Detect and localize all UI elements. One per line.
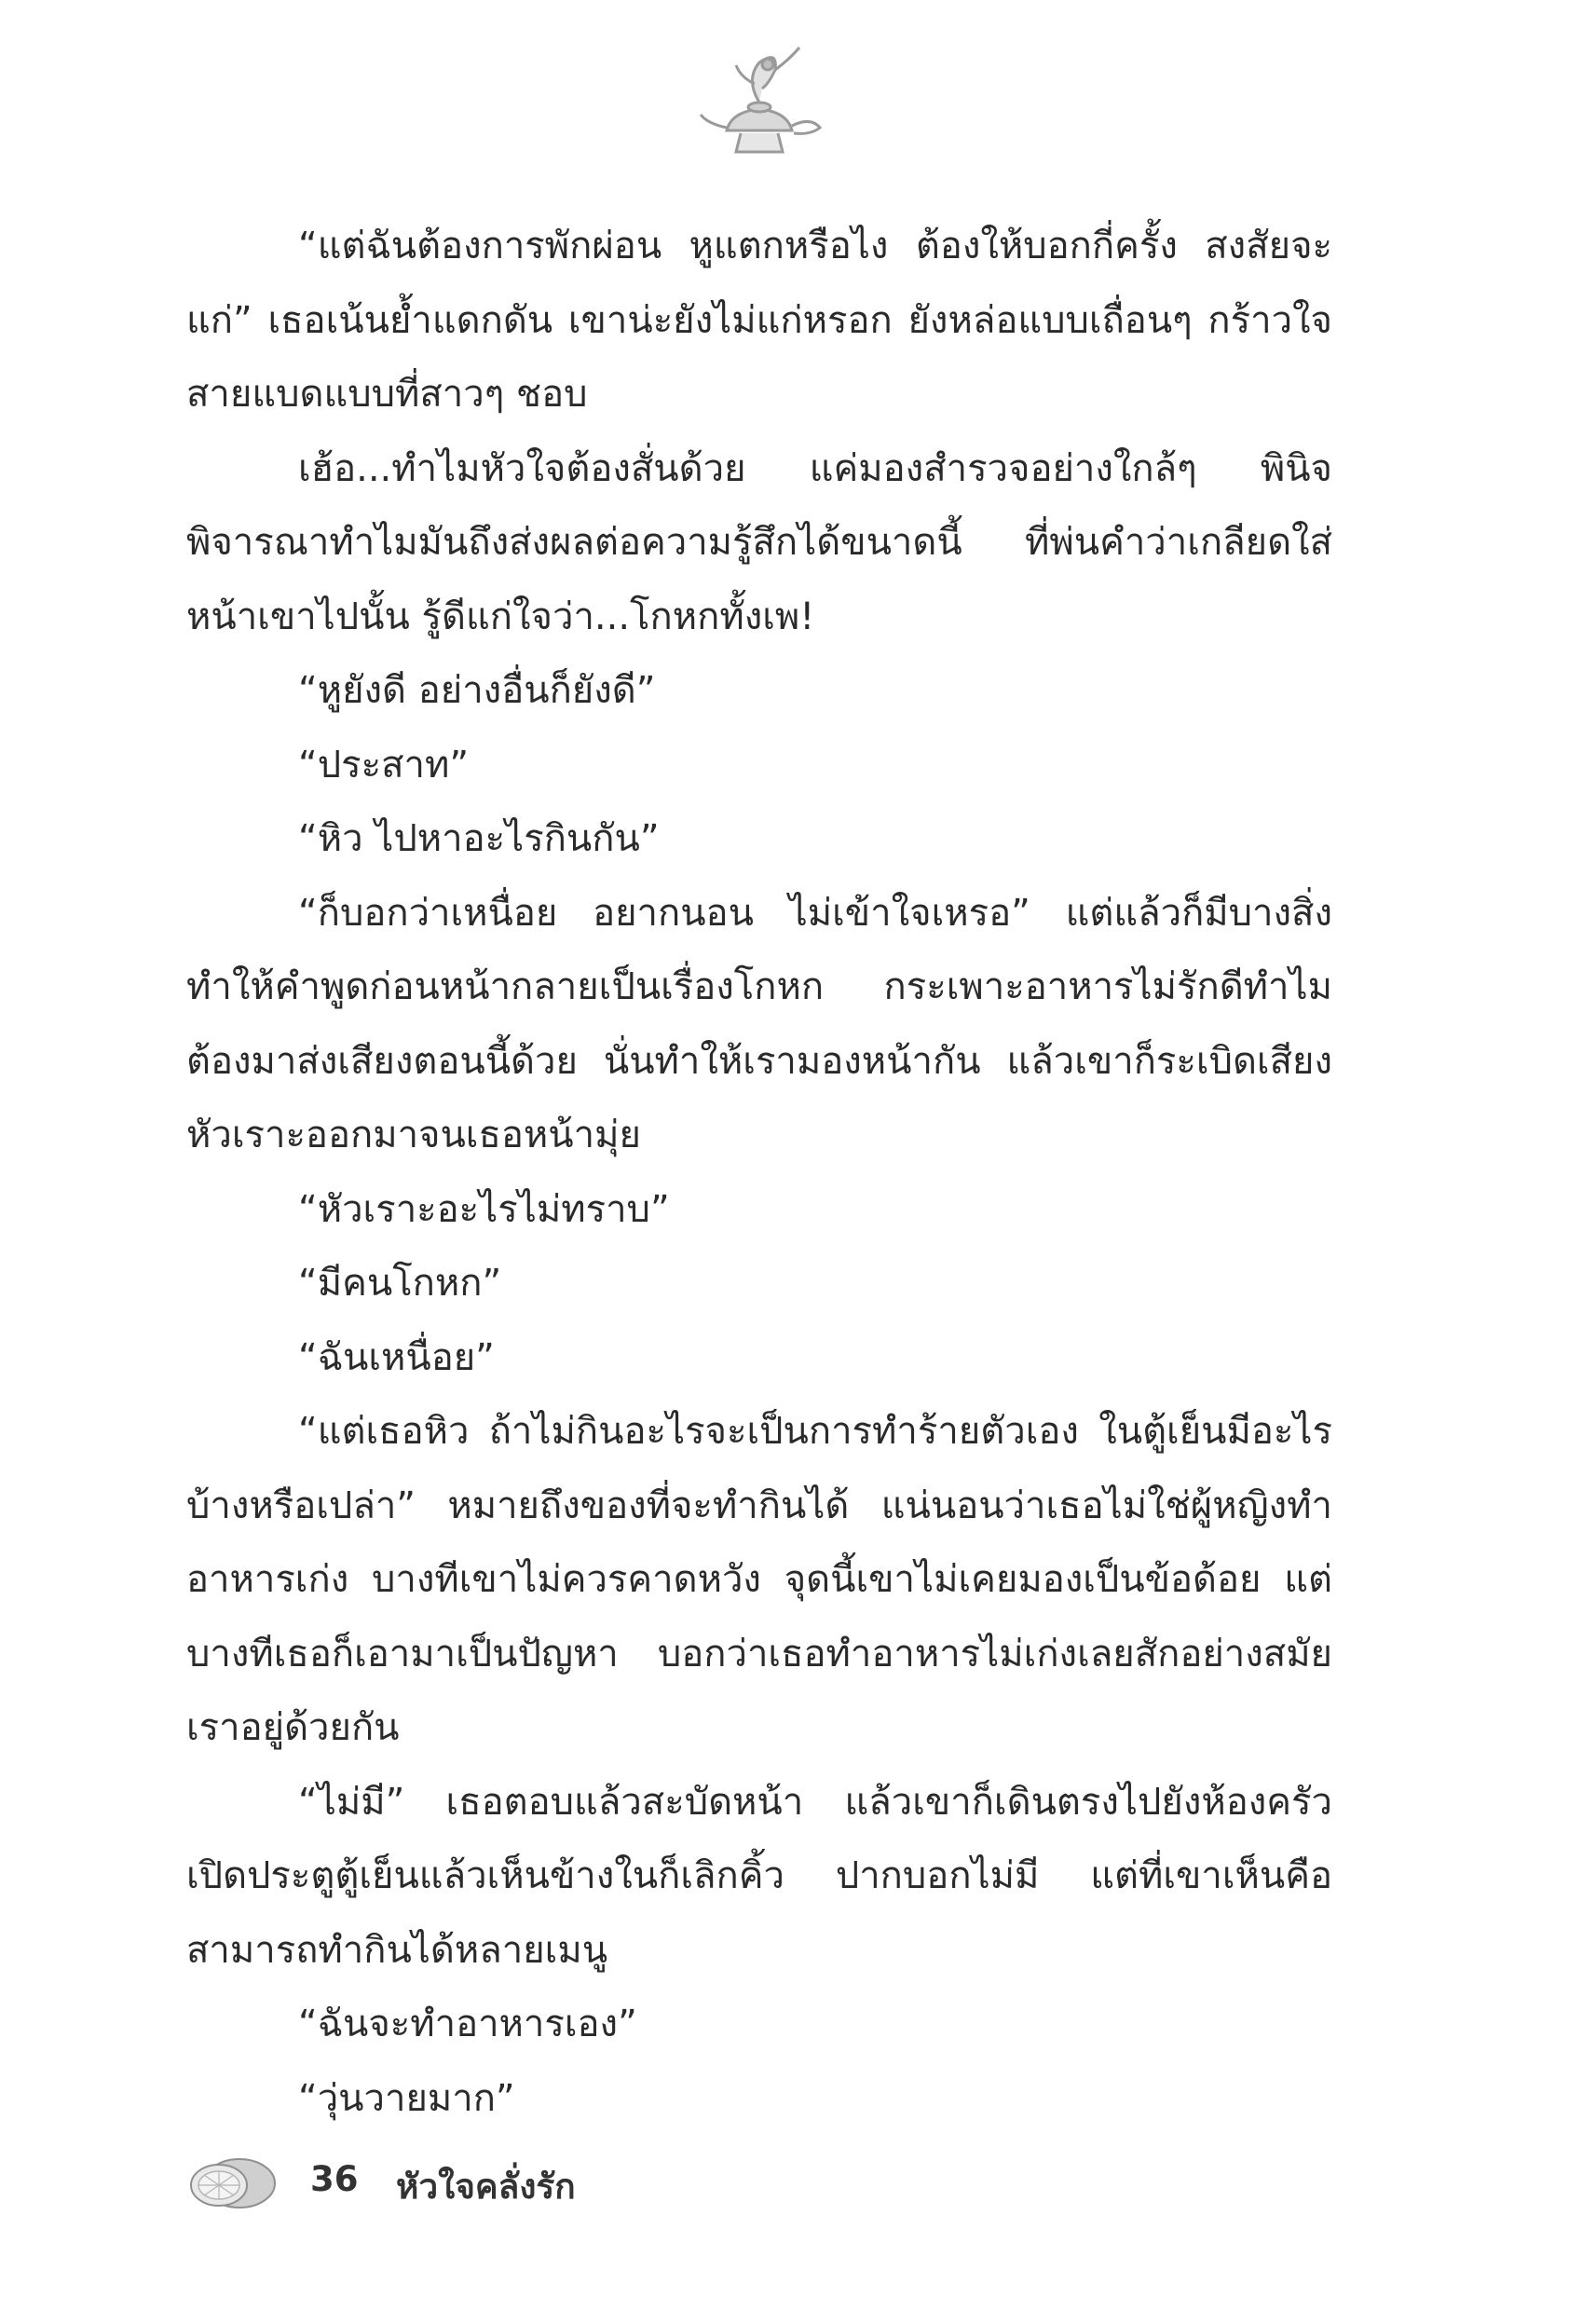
dialogue-line: “หัวเราะอะไรไม่ทราบ” <box>298 1187 670 1231</box>
page-footer <box>182 2148 834 2213</box>
dialogue-line: “หิว ไปหาอะไรกินกัน” <box>298 817 660 860</box>
grapefruit-icon <box>182 2148 280 2213</box>
dialogue-line: “ฉันเหนื่อย” <box>298 1335 495 1379</box>
dialogue-line: “มีคนโกหก” <box>298 1262 502 1305</box>
dialogue-line: “หูยังดี อย่างอื่นก็ยังดี” <box>298 669 656 712</box>
paragraph: “แต่ฉันต้องการพักผ่อน หูแตกหรือไง ต้องให้บอกกี่ครั้ง สงสัยจะแก่” เธอเน้นย้ำแดกดัน เขาน่ะยังไม่แก่หรอก ยังหล่อแบบเถื่อนๆ กร้าวใจสายแบดแบบที่สาวๆ ชอบ <box>186 225 1332 416</box>
dialogue-line: “ประสาท” <box>298 743 470 786</box>
paragraph: เฮ้อ...ทำไมหัวใจต้องสั่นด้วย แค่มองสำรวจอย่างใกล้ๆ พินิจพิจารณาทำไมมันถึงส่งผลต่อความรู้สึกได้ขนาดนี้ ที่พ่นคำว่าเกลียดใส่หน้าเขาไปนั้น รู้ดีแก่ใจว่า...โกหกทั้งเพ! <box>186 446 1332 638</box>
paragraph: “แต่เธอหิว ถ้าไม่กินอะไรจะเป็นการทำร้ายตัวเอง ในตู้เย็นมีอะไรบ้างหรือเปล่า” หมายถึงของที่จะทำกินได้ แน่นอนว่าเธอไม่ใช่ผู้หญิงทำอาหารเก่ง บางทีเขาไม่ควรคาดหวัง จุดนี้เขาไม่เคยมองเป็นข้อด้อย แต่บางทีเธอก็เอามาเป็นปัญหา บอกว่าเธอทำอาหารไม่เก่งเลยสักอย่างสมัยเราอยู่ด้วยกัน <box>186 1410 1332 1749</box>
dialogue-line: “ฉันจะทำอาหารเอง” <box>298 2003 637 2045</box>
genie-lamp-icon <box>689 42 829 163</box>
dialogue-line: “วุ่นวายมาก” <box>298 2076 515 2120</box>
paragraph: “ก็บอกว่าเหนื่อย อยากนอน ไม่เข้าใจเหรอ” แต่แล้วก็มีบางสิ่งทำให้คำพูดก่อนหน้ากลายเป็นเรื่องโกหก กระเพาะอาหารไม่รักดีทำไมต้องมาส่งเสียงตอนนี้ด้วย นั่นทำให้เรามองหน้ากัน แล้วเขาก็ระเบิดเสียงหัวเราะออกมาจนเธอหน้ามุ่ย <box>186 891 1332 1156</box>
paragraph: “ไม่มี” เธอตอบแล้วสะบัดหน้า แล้วเขาก็เดินตรงไปยังห้องครัวเปิดประตูตู้เย็นแล้วเห็นข้างในก็เลิกคิ้ว ปากบอกไม่มี แต่ที่เขาเห็นคือสามารถทำกินได้หลายเมนู <box>186 1780 1332 1972</box>
page-number: 36 <box>310 2159 359 2199</box>
body-text <box>186 210 1332 2136</box>
book-title: หัวใจคลั่งรัก <box>396 2167 576 2207</box>
